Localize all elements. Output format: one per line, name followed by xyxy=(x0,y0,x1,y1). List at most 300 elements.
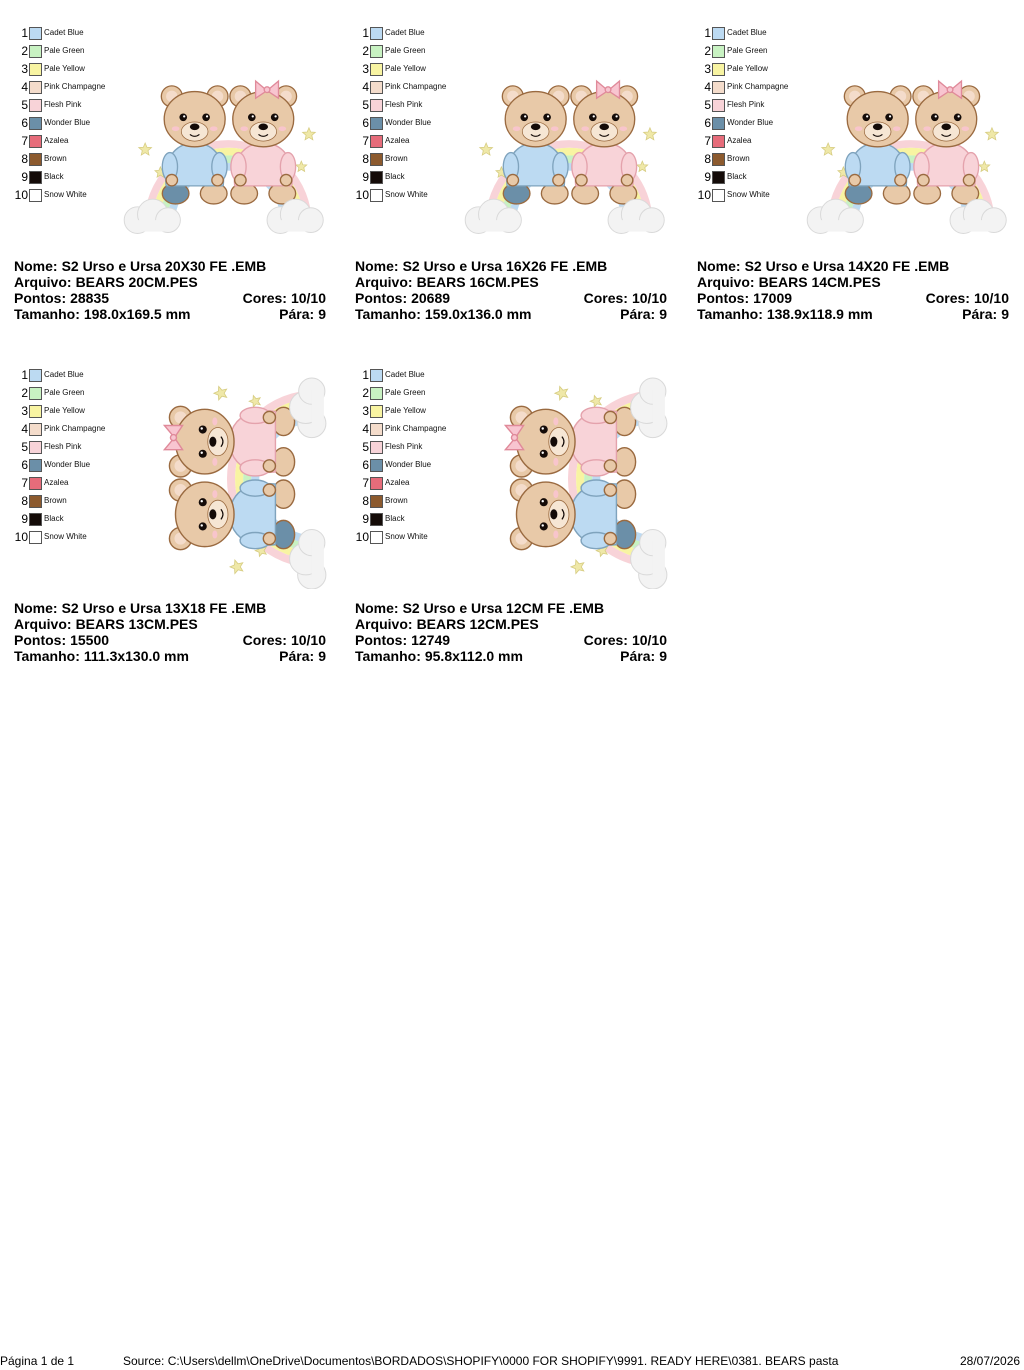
legend-color-name: Wonder Blue xyxy=(44,118,91,127)
legend-color-name: Pale Green xyxy=(385,388,426,397)
info-line xyxy=(14,258,326,274)
cloud xyxy=(631,378,667,438)
design-size-value: 159.0x136.0 mm xyxy=(424,306,532,322)
design-name-label: Nome: xyxy=(14,600,58,616)
footer-source-path: Source: C:\Users\dellm\OneDrive\Documentos\BORDADOS\SHOPIFY\0000 FOR SHOPIFY\9991. READY HERE\0381. BEARS pasta xyxy=(123,1354,839,1368)
color-swatch xyxy=(712,117,725,130)
legend-color-name: Cadet Blue xyxy=(727,28,767,37)
legend-row xyxy=(12,457,120,473)
file-name-label: Arquivo: xyxy=(14,616,72,632)
color-swatch xyxy=(370,531,383,544)
legend-color-name: Pale Yellow xyxy=(385,406,426,415)
color-swatch xyxy=(29,99,42,112)
legend-color-name: Cadet Blue xyxy=(385,28,425,37)
design-name xyxy=(14,600,266,616)
design-size-label: Tamanho: xyxy=(355,306,421,322)
legend-color-name: Cadet Blue xyxy=(44,370,84,379)
stitch-count-value: 20689 xyxy=(411,290,451,306)
design-card xyxy=(353,25,671,325)
color-swatch xyxy=(29,513,42,526)
design-size-value: 95.8x112.0 mm xyxy=(424,648,523,664)
design-size-label: Tamanho: xyxy=(14,306,80,322)
design-card xyxy=(695,25,1013,325)
legend-row xyxy=(12,169,120,185)
legend-color-name: Azalea xyxy=(44,136,69,145)
stop-count-value: 9 xyxy=(1001,306,1009,322)
legend-color-name: Flesh Pink xyxy=(385,442,423,451)
info-line xyxy=(14,648,326,664)
file-name xyxy=(697,274,881,290)
color-swatch xyxy=(370,81,383,94)
legend-row xyxy=(695,79,803,95)
legend-number: 1 xyxy=(21,26,28,40)
legend-color-name: Pink Champagne xyxy=(727,82,789,91)
legend-row xyxy=(12,61,120,77)
legend-row xyxy=(695,43,803,59)
legend-color-name: Pale Green xyxy=(727,46,768,55)
legend-color-name: Black xyxy=(44,514,64,523)
color-swatch xyxy=(370,45,383,58)
legend-row xyxy=(695,25,803,41)
legend-number: 5 xyxy=(362,440,369,454)
file-name xyxy=(355,274,539,290)
design-card xyxy=(12,367,330,667)
info-line xyxy=(14,616,326,632)
legend-number: 8 xyxy=(362,494,369,508)
color-swatch xyxy=(370,63,383,76)
legend-row xyxy=(353,151,461,167)
legend-color-name: Cadet Blue xyxy=(44,28,84,37)
design-info xyxy=(355,600,667,664)
legend-number: 1 xyxy=(362,368,369,382)
legend-color-name: Black xyxy=(385,514,405,523)
stop-count-label: Pára: xyxy=(279,648,315,664)
legend-color-name: Pale Yellow xyxy=(44,406,85,415)
info-line xyxy=(14,632,326,648)
stop-count-label: Pára: xyxy=(620,306,656,322)
legend-number: 7 xyxy=(362,134,369,148)
legend-row xyxy=(353,61,461,77)
color-count-label: Cores: xyxy=(242,632,287,648)
stop-count xyxy=(279,306,326,322)
legend-number: 6 xyxy=(21,116,28,130)
legend-color-name: Snow White xyxy=(44,532,87,541)
legend-row xyxy=(353,421,461,437)
color-swatch xyxy=(370,117,383,130)
legend-row xyxy=(695,133,803,149)
legend-color-name: Wonder Blue xyxy=(44,460,91,469)
file-name xyxy=(14,616,198,632)
legend-color-name: Azalea xyxy=(385,478,410,487)
color-count xyxy=(243,632,326,648)
legend-row xyxy=(12,79,120,95)
design-name-value: S2 Urso e Ursa 16X26 FE .EMB xyxy=(402,258,608,274)
color-count-value: 10/10 xyxy=(290,632,326,648)
design-info xyxy=(697,258,1009,322)
legend-color-name: Snow White xyxy=(385,190,428,199)
design-name xyxy=(697,258,949,274)
legend-number: 1 xyxy=(704,26,711,40)
legend-row xyxy=(12,511,120,527)
design-name-label: Nome: xyxy=(355,258,399,274)
legend-row xyxy=(353,493,461,509)
legend-number: 5 xyxy=(21,98,28,112)
color-swatch xyxy=(370,27,383,40)
legend-number: 8 xyxy=(21,152,28,166)
legend-row xyxy=(353,475,461,491)
legend-number: 3 xyxy=(21,62,28,76)
design-size-value: 198.0x169.5 mm xyxy=(83,306,191,322)
legend-color-name: Pale Yellow xyxy=(44,64,85,73)
color-swatch xyxy=(29,45,42,58)
legend-color-name: Brown xyxy=(385,496,408,505)
color-swatch xyxy=(29,405,42,418)
design-info xyxy=(14,600,326,664)
design-size xyxy=(355,306,532,322)
legend-row xyxy=(12,43,120,59)
file-name-label: Arquivo: xyxy=(14,274,72,290)
legend-number: 2 xyxy=(362,386,369,400)
info-line xyxy=(697,290,1009,306)
legend-number: 6 xyxy=(362,116,369,130)
info-line xyxy=(14,274,326,290)
design-size-label: Tamanho: xyxy=(697,306,763,322)
design-info xyxy=(355,258,667,322)
legend-row xyxy=(12,493,120,509)
legend-number: 4 xyxy=(362,422,369,436)
legend-row xyxy=(695,151,803,167)
footer-date: 28/07/2026 xyxy=(960,1354,1021,1368)
stitch-count xyxy=(355,632,450,648)
legend-row xyxy=(353,367,461,383)
info-line xyxy=(14,306,326,322)
legend-number: 5 xyxy=(362,98,369,112)
design-name xyxy=(355,600,604,616)
stop-count-value: 9 xyxy=(659,648,667,664)
legend-number: 1 xyxy=(362,26,369,40)
design-size-label: Tamanho: xyxy=(355,648,421,664)
file-name-label: Arquivo: xyxy=(697,274,755,290)
file-name-label: Arquivo: xyxy=(355,274,413,290)
legend-row xyxy=(12,439,120,455)
color-count-value: 10/10 xyxy=(631,290,667,306)
legend-color-name: Cadet Blue xyxy=(385,370,425,379)
legend-row xyxy=(12,151,120,167)
legend-number: 6 xyxy=(704,116,711,130)
color-swatch xyxy=(370,513,383,526)
color-swatch xyxy=(370,495,383,508)
legend-number: 3 xyxy=(21,404,28,418)
legend-number: 9 xyxy=(362,512,369,526)
info-line xyxy=(355,258,667,274)
color-swatch xyxy=(29,477,42,490)
legend-number: 6 xyxy=(21,458,28,472)
color-swatch xyxy=(29,459,42,472)
color-swatch xyxy=(370,387,383,400)
file-name-value: BEARS 14CM.PES xyxy=(758,274,881,290)
legend-color-name: Pale Yellow xyxy=(727,64,768,73)
stop-count xyxy=(962,306,1009,322)
legend-color-name: Black xyxy=(727,172,747,181)
legend-number: 9 xyxy=(704,170,711,184)
legend-row xyxy=(353,133,461,149)
color-swatch xyxy=(370,99,383,112)
legend-color-name: Pale Green xyxy=(44,46,85,55)
legend-row xyxy=(12,115,120,131)
legend-number: 3 xyxy=(362,62,369,76)
legend-color-name: Azalea xyxy=(44,478,69,487)
legend-color-name: Pale Green xyxy=(44,388,85,397)
legend-row xyxy=(353,511,461,527)
color-swatch xyxy=(29,387,42,400)
cloud xyxy=(608,199,664,233)
color-swatch xyxy=(712,153,725,166)
legend-number: 4 xyxy=(362,80,369,94)
legend-row xyxy=(12,421,120,437)
color-swatch xyxy=(712,99,725,112)
bears-rainbow-illustration xyxy=(124,369,336,589)
stitch-count xyxy=(14,632,109,648)
bears-rainbow-illustration xyxy=(120,43,336,243)
stop-count xyxy=(620,648,667,664)
legend-color-name: Pale Yellow xyxy=(385,64,426,73)
legend-row xyxy=(12,25,120,41)
stop-count-value: 9 xyxy=(659,306,667,322)
info-line xyxy=(14,290,326,306)
legend-number: 3 xyxy=(704,62,711,76)
legend-color-name: Brown xyxy=(385,154,408,163)
legend-number: 4 xyxy=(704,80,711,94)
stitch-count-value: 15500 xyxy=(70,632,110,648)
legend-color-name: Flesh Pink xyxy=(44,100,82,109)
cloud xyxy=(267,199,323,233)
legend-row xyxy=(695,97,803,113)
stitch-count-value: 12749 xyxy=(411,632,451,648)
color-swatch xyxy=(712,189,725,202)
legend-number: 8 xyxy=(21,494,28,508)
design-name-label: Nome: xyxy=(697,258,741,274)
file-name xyxy=(355,616,539,632)
bears-rainbow-illustration xyxy=(465,369,677,589)
file-name-value: BEARS 20CM.PES xyxy=(75,274,198,290)
stitch-count-label: Pontos: xyxy=(697,290,750,306)
stitch-count-label: Pontos: xyxy=(14,632,67,648)
legend-row xyxy=(353,43,461,59)
color-swatch xyxy=(712,171,725,184)
color-swatch xyxy=(29,117,42,130)
design-size xyxy=(697,306,873,322)
legend-number: 9 xyxy=(21,170,28,184)
color-swatch xyxy=(29,441,42,454)
stop-count-label: Pára: xyxy=(962,306,998,322)
design-name-value: S2 Urso e Ursa 20X30 FE .EMB xyxy=(61,258,267,274)
legend-row xyxy=(353,529,461,545)
legend-row xyxy=(353,25,461,41)
color-swatch xyxy=(29,369,42,382)
legend-number: 7 xyxy=(704,134,711,148)
color-swatch xyxy=(370,171,383,184)
legend-row xyxy=(353,115,461,131)
color-count-value: 10/10 xyxy=(631,632,667,648)
file-name-value: BEARS 13CM.PES xyxy=(75,616,198,632)
legend-color-name: Flesh Pink xyxy=(385,100,423,109)
legend-row xyxy=(695,115,803,131)
color-count xyxy=(926,290,1009,306)
legend-number: 4 xyxy=(21,422,28,436)
legend-color-name: Snow White xyxy=(44,190,87,199)
design-card xyxy=(12,25,330,325)
legend-number: 10 xyxy=(697,188,711,202)
info-line xyxy=(355,290,667,306)
info-line xyxy=(355,274,667,290)
color-swatch xyxy=(370,441,383,454)
legend-row xyxy=(12,529,120,545)
legend-number: 10 xyxy=(14,530,28,544)
footer-page-number: Página 1 de 1 xyxy=(0,1354,75,1368)
info-line xyxy=(697,274,1009,290)
design-name-value: S2 Urso e Ursa 13X18 FE .EMB xyxy=(61,600,267,616)
color-swatch xyxy=(370,405,383,418)
legend-row xyxy=(353,97,461,113)
legend-row xyxy=(12,133,120,149)
legend-color-name: Azalea xyxy=(385,136,410,145)
info-line xyxy=(355,632,667,648)
legend-number: 1 xyxy=(21,368,28,382)
stop-count-label: Pára: xyxy=(279,306,315,322)
color-swatch xyxy=(370,189,383,202)
info-line xyxy=(14,600,326,616)
info-line xyxy=(355,648,667,664)
legend-color-name: Pink Champagne xyxy=(44,82,106,91)
bears-rainbow-illustration xyxy=(461,43,677,243)
cloud xyxy=(290,378,326,438)
legend-number: 8 xyxy=(704,152,711,166)
bears-rainbow-illustration xyxy=(803,43,1019,243)
color-swatch xyxy=(29,531,42,544)
color-count-value: 10/10 xyxy=(973,290,1009,306)
color-count-value: 10/10 xyxy=(290,290,326,306)
color-swatch xyxy=(370,477,383,490)
color-swatch xyxy=(29,171,42,184)
legend-color-name: Brown xyxy=(44,496,67,505)
legend-color-name: Azalea xyxy=(727,136,752,145)
legend-row xyxy=(12,403,120,419)
design-name xyxy=(14,258,266,274)
legend-number: 7 xyxy=(362,476,369,490)
info-line xyxy=(355,306,667,322)
legend-color-name: Flesh Pink xyxy=(44,442,82,451)
info-line xyxy=(355,616,667,632)
legend-row xyxy=(12,187,120,203)
color-swatch xyxy=(29,189,42,202)
stop-count xyxy=(279,648,326,664)
design-size xyxy=(14,306,191,322)
file-name-label: Arquivo: xyxy=(355,616,413,632)
legend-number: 9 xyxy=(362,170,369,184)
color-swatch xyxy=(370,135,383,148)
design-size-value: 138.9x118.9 mm xyxy=(766,306,873,322)
design-name xyxy=(355,258,607,274)
design-info xyxy=(14,258,326,322)
legend-row xyxy=(12,475,120,491)
info-line xyxy=(697,306,1009,322)
color-count xyxy=(584,290,667,306)
stitch-count xyxy=(355,290,450,306)
design-size xyxy=(355,648,523,664)
legend-number: 8 xyxy=(362,152,369,166)
stitch-count-label: Pontos: xyxy=(355,632,408,648)
color-swatch xyxy=(29,495,42,508)
color-swatch xyxy=(29,81,42,94)
legend-color-name: Snow White xyxy=(385,532,428,541)
legend-number: 4 xyxy=(21,80,28,94)
stitch-count-value: 28835 xyxy=(70,290,110,306)
legend-row xyxy=(353,169,461,185)
legend-number: 7 xyxy=(21,476,28,490)
stop-count-label: Pára: xyxy=(620,648,656,664)
color-count-label: Cores: xyxy=(583,290,628,306)
legend-row xyxy=(353,385,461,401)
legend-row xyxy=(353,187,461,203)
stop-count-value: 9 xyxy=(318,648,326,664)
legend-color-name: Black xyxy=(44,172,64,181)
color-swatch xyxy=(370,369,383,382)
legend-color-name: Pink Champagne xyxy=(385,82,447,91)
legend-row xyxy=(12,385,120,401)
color-swatch xyxy=(29,135,42,148)
legend-color-name: Pink Champagne xyxy=(44,424,106,433)
color-swatch xyxy=(29,27,42,40)
design-name-value: S2 Urso e Ursa 12CM FE .EMB xyxy=(402,600,605,616)
color-swatch xyxy=(370,153,383,166)
color-count-label: Cores: xyxy=(583,632,628,648)
legend-row xyxy=(353,439,461,455)
legend-row xyxy=(695,61,803,77)
legend-number: 10 xyxy=(14,188,28,202)
design-size-label: Tamanho: xyxy=(14,648,80,664)
stitch-count-label: Pontos: xyxy=(355,290,408,306)
stitch-count-value: 17009 xyxy=(753,290,793,306)
color-swatch xyxy=(370,423,383,436)
legend-color-name: Snow White xyxy=(727,190,770,199)
legend-number: 2 xyxy=(704,44,711,58)
color-swatch xyxy=(29,423,42,436)
legend-number: 5 xyxy=(704,98,711,112)
legend-number: 2 xyxy=(21,386,28,400)
design-name-label: Nome: xyxy=(355,600,399,616)
stitch-count xyxy=(14,290,109,306)
legend-number: 5 xyxy=(21,440,28,454)
color-swatch xyxy=(712,135,725,148)
legend-color-name: Brown xyxy=(44,154,67,163)
color-swatch xyxy=(29,63,42,76)
color-count xyxy=(243,290,326,306)
stitch-count xyxy=(697,290,792,306)
legend-number: 3 xyxy=(362,404,369,418)
file-name-value: BEARS 12CM.PES xyxy=(416,616,539,632)
legend-color-name: Pale Green xyxy=(385,46,426,55)
legend-row xyxy=(353,79,461,95)
design-size xyxy=(14,648,189,664)
design-name-value: S2 Urso e Ursa 14X20 FE .EMB xyxy=(744,258,950,274)
file-name xyxy=(14,274,198,290)
color-count-label: Cores: xyxy=(242,290,287,306)
legend-color-name: Wonder Blue xyxy=(385,118,432,127)
legend-row xyxy=(695,187,803,203)
legend-row xyxy=(353,403,461,419)
color-count-label: Cores: xyxy=(925,290,970,306)
legend-color-name: Pink Champagne xyxy=(385,424,447,433)
